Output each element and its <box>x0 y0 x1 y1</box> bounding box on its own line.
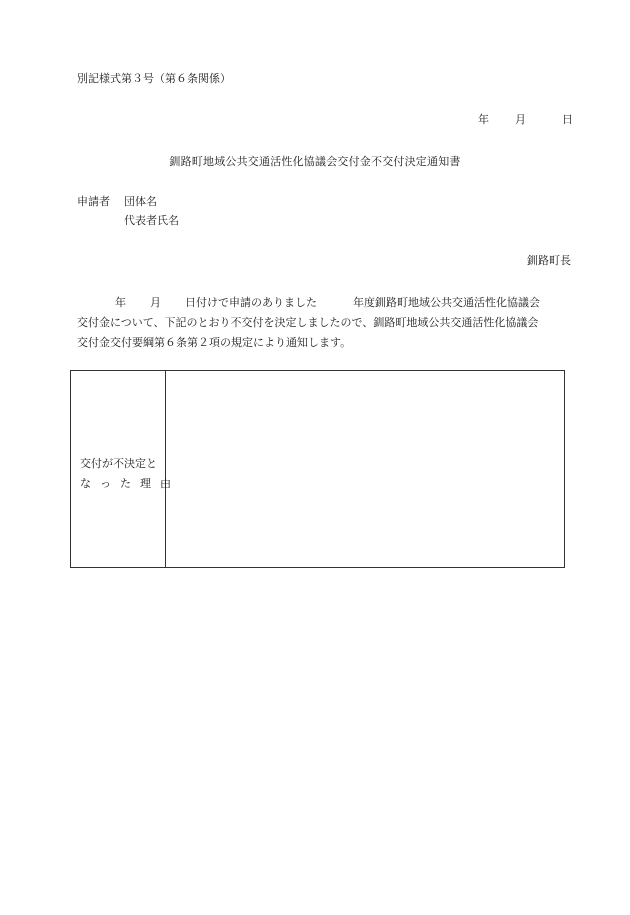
body-line-2: 交付金について、下記のとおり不交付を決定しましたので、釧路町地域公共交通活性化協議会 <box>77 316 539 329</box>
form-number: 別記様式第３号（第６条関係） <box>77 72 231 85</box>
date-year: 年 <box>478 113 489 126</box>
date-day: 日 <box>562 113 573 126</box>
notice-body <box>77 293 574 353</box>
issuer-name: 釧路町長 <box>527 254 571 267</box>
applicant-label: 申請者 <box>77 195 110 208</box>
body-line-3: 交付金交付要綱第６条第２項の規定により通知します。 <box>77 336 352 349</box>
reason-content-cell[interactable] <box>166 371 564 567</box>
organization-name-label: 団体名 <box>124 195 157 208</box>
body-line-1 <box>77 293 574 313</box>
reason-label-cell <box>71 371 180 567</box>
reason-label-line-2: なった理由 <box>80 477 180 490</box>
date-line <box>478 111 573 127</box>
representative-name-label: 代表者氏名 <box>124 214 179 227</box>
reason-label-line-1: 交付が不決定と <box>80 457 157 470</box>
body-segment-2: 年度釧路町地域公共交通活性化協議会 <box>353 296 540 309</box>
body-year: 年 <box>115 296 126 309</box>
document-title: 釧路町地域公共交通活性化協議会交付金不交付決定通知書 <box>169 155 461 168</box>
date-month: 月 <box>515 113 526 126</box>
body-segment-1: 日付けで申請のありました <box>185 296 317 309</box>
body-month: 月 <box>150 296 161 309</box>
reason-table <box>70 370 565 568</box>
